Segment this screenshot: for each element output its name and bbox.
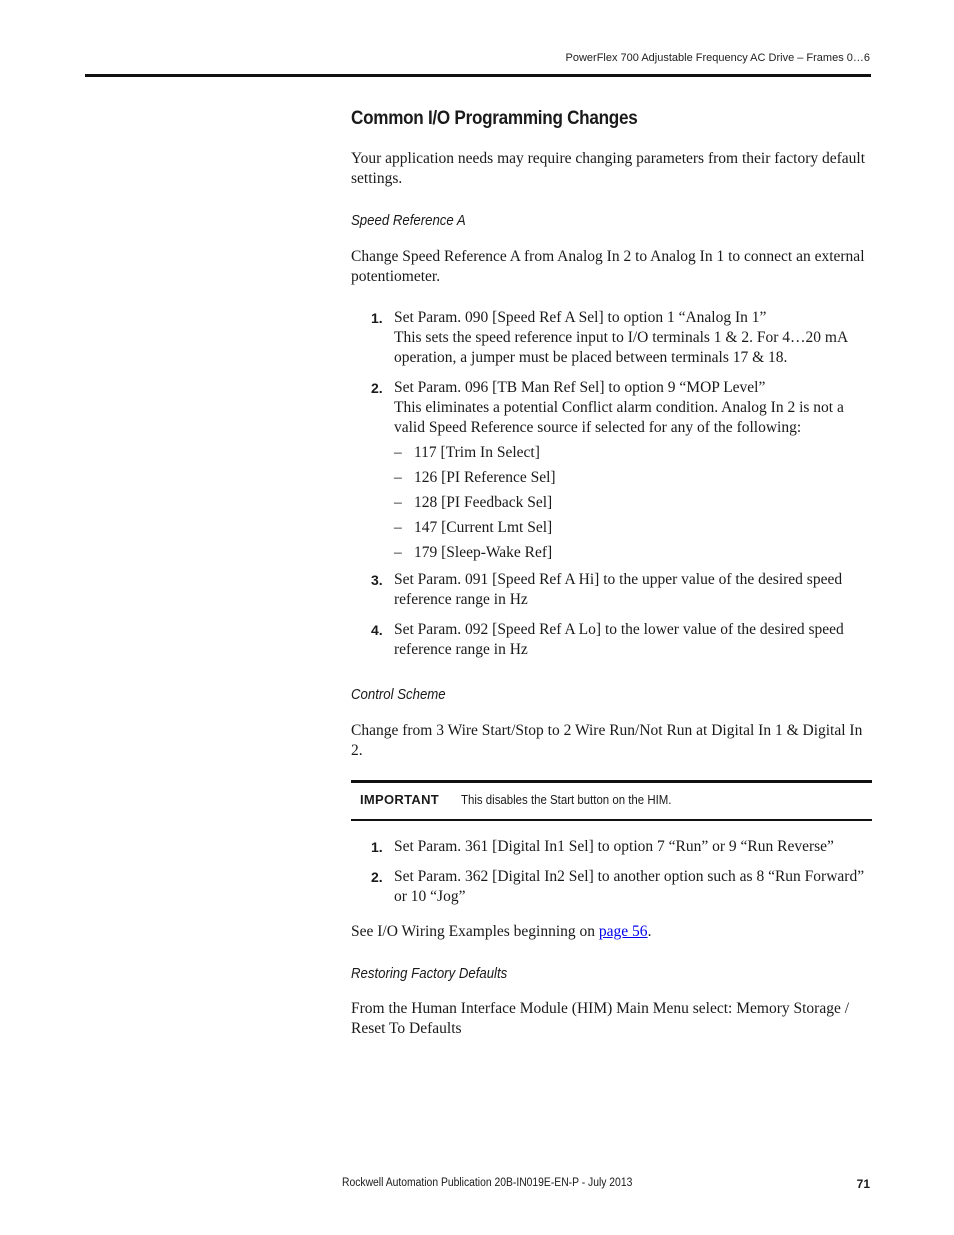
restore-defaults-text: From the Human Interface Module (HIM) Main Menu select: Memory Storage / Reset To Defaults [351, 1000, 850, 1037]
important-callout [351, 780, 872, 821]
section-title: Common I/O Programming Changes [351, 108, 638, 129]
step-2 [351, 378, 871, 565]
step-instruction: Set Param. 092 [Speed Ref A Lo] to the lower value of the desired speed reference range in Hz [394, 621, 844, 658]
step-number: 2. [371, 869, 383, 885]
important-message: This disables the Start button on the HIM. [461, 792, 672, 807]
step-number: 2. [371, 380, 383, 396]
step-4 [351, 620, 871, 660]
list-item: – 117 [Trim In Select] [394, 444, 540, 461]
control-scheme-heading: Control Scheme [351, 686, 446, 703]
control-scheme-intro: Change from 3 Wire Start/Stop to 2 Wire Run/Not Run at Digital In 1 & Digital In 2. [351, 722, 863, 759]
step-number: 3. [371, 572, 383, 588]
list-item: – 126 [PI Reference Sel] [394, 469, 556, 486]
list-item: – 128 [PI Feedback Sel] [394, 494, 553, 511]
list-item: – 179 [Sleep-Wake Ref] [394, 544, 553, 561]
speed-ref-heading: Speed Reference A [351, 212, 466, 229]
important-label: IMPORTANT [360, 792, 440, 807]
running-header: PowerFlex 700 Adjustable Frequency AC Drive – Frames 0…6 [565, 52, 870, 64]
step-3 [351, 570, 871, 610]
step-instruction: Set Param. 091 [Speed Ref A Hi] to the upper value of the desired speed reference range in Hz [394, 571, 843, 608]
speed-ref-intro: Change Speed Reference A from Analog In 2 to Analog In 1 to connect an external potentiometer. [351, 248, 865, 285]
step-note: This sets the speed reference input to I/O terminals 1 & 2. For 4…20 mA operation, a jumper must be placed between terminals 17 & 18. [394, 329, 848, 366]
step-instruction: Set Param. 090 [Speed Ref A Sel] to option 1 “Analog In 1” [394, 309, 767, 326]
step-2 [351, 867, 871, 907]
header-rule [85, 74, 871, 77]
step-instruction: Set Param. 096 [TB Man Ref Sel] to option 9 “MOP Level” [394, 379, 766, 396]
footer-publication: Rockwell Automation Publication 20B-IN019E-EN-P - July 2013 [342, 1177, 633, 1189]
restore-defaults-heading: Restoring Factory Defaults [351, 965, 508, 982]
step-instruction: Set Param. 362 [Digital In2 Sel] to another option such as 8 “Run Forward” or 10 “Jog” [394, 868, 865, 905]
step-1 [351, 308, 871, 368]
speed-ref-steps [351, 308, 871, 660]
step-number: 1. [371, 839, 383, 855]
step-number: 4. [371, 622, 383, 638]
step-instruction: Set Param. 361 [Digital In1 Sel] to option 7 “Run” or 9 “Run Reverse” [394, 838, 834, 855]
section-intro: Your application needs may require changing parameters from their factory default settings. [351, 150, 866, 187]
step-number: 1. [371, 310, 383, 326]
page-number: 71 [856, 1177, 870, 1191]
step-note: This eliminates a potential Conflict alarm condition. Analog In 2 is not a valid Speed Reference source if selected for any of the following: [394, 399, 844, 436]
list-item: – 147 [Current Lmt Sel] [394, 519, 553, 536]
see-wiring-paragraph: See I/O Wiring Examples beginning on page 56. [351, 923, 652, 940]
page-link[interactable]: page 56 [598, 923, 648, 940]
step-1 [351, 837, 871, 857]
param-sublist [394, 440, 871, 565]
control-steps [351, 837, 871, 907]
